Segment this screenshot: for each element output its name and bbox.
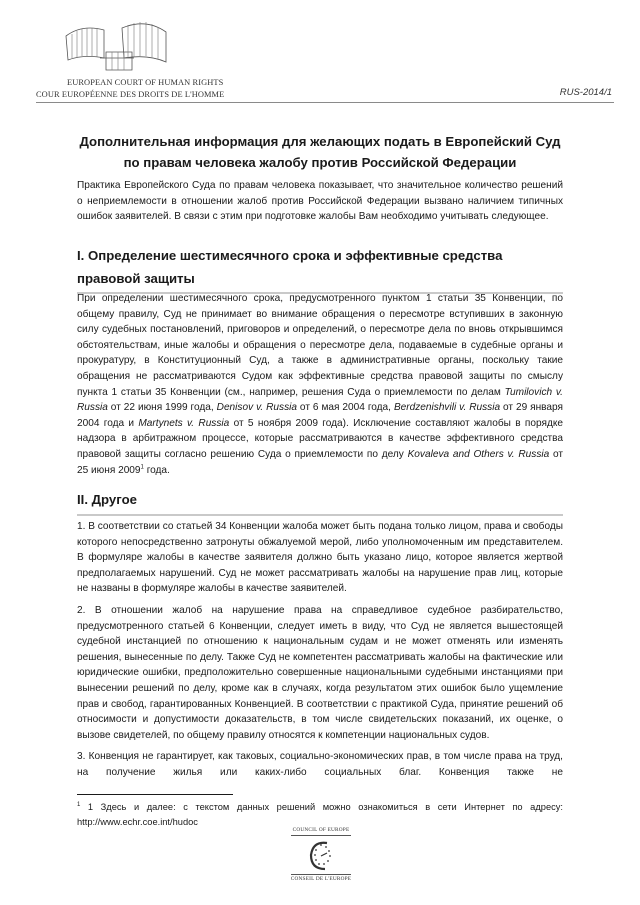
- text-run: года.: [143, 464, 170, 476]
- text-run: от 6 мая 2004 года,: [296, 402, 394, 414]
- case-name-denisov: Denisov v. Russia: [216, 402, 297, 414]
- section-2-body: [77, 519, 563, 787]
- case-name-tumilovich: Tumilovich v. Russia: [77, 386, 563, 414]
- footnote-reference[interactable]: 1: [140, 464, 144, 471]
- intro-paragraph: Практика Европейского Суда по правам человека показывает, что значительное количество решений о неприемлемости в отношении жалоб против Российской Федерации вызвано наличием типичных ошибок заявителей. В связи с этим при подготовке жалобы Вам необходимо учитывать следующее.: [77, 180, 563, 223]
- section-1-heading: I. Определение шестимесячного срока и эффективные средства правовой защиты: [77, 248, 503, 286]
- document-title: [77, 131, 563, 173]
- section-1-paragraph: [77, 291, 563, 478]
- footnote-text: 1 Здесь и далее: с текстом данных решений можно ознакомиться в сети Интернет по адресу: http://www.echr.coe.int/hudoc: [77, 802, 563, 827]
- title-line-1: Дополнительная информация для желающих подать в Европейский Суд: [79, 134, 561, 149]
- coe-name-english: COUNCIL OF EUROPE: [292, 827, 350, 833]
- text-run: от 25 июня 2009: [77, 448, 563, 476]
- header-divider: [36, 102, 614, 103]
- case-name-martynets: Martynets v. Russia: [138, 417, 230, 429]
- text-run: При определении шестимесячного срока, предусмотренного пунктом 1 статьи 35 Конвенции, по общему правилу, Суд не принимает во внимание обращения о пересмотре вступивших в законную силу судебных постановлений, приговоров и определений, о пересмотре дела по вновь открывшимся обстоятельствам, иные жалобы и обращения о пересмотре дела, подаваемые в судебные органы и прокуратуру, в Конституционный Суд, а также в административные органы, поскольку такие обращения не рассматриваются Судом как эффективные средства правовой защиты по смыслу пункта 1 статьи 35 Конвенции (см., например, решения Суда о приемлемости по делам: [77, 293, 563, 398]
- document-reference: RUS-2014/1: [559, 87, 612, 98]
- section-2-divider: [77, 514, 563, 516]
- section-2-heading: II. Другое: [77, 492, 137, 507]
- council-of-europe-logo: [283, 827, 359, 887]
- text-run: от 22 июня 1999 года,: [107, 402, 217, 414]
- footnote-marker: 1: [77, 801, 81, 808]
- case-name-kovaleva: Kovaleva and Others v. Russia: [407, 448, 550, 460]
- section-1-body: [77, 291, 563, 478]
- text-run: от 29 января 2004 года и: [77, 402, 564, 429]
- footnote-divider: [77, 794, 233, 795]
- court-name-english: EUROPEAN COURT OF HUMAN RIGHTS: [67, 78, 224, 87]
- title-line-2: по правам человека жалобу против Российской Федерации: [123, 155, 517, 170]
- court-name-french: COUR EUROPÉENNE DES DROITS DE L'HOMME: [36, 90, 225, 99]
- court-building-logo-icon: [62, 14, 172, 72]
- section-2-header: [77, 489, 563, 516]
- council-of-europe-stars-icon: [307, 839, 335, 873]
- section-1-header: [77, 245, 563, 294]
- section-2-item-2: 2. В отношении жалоб на нарушение права на справедливое судебное разбирательство, предусмотренного статьей 6 Конвенции, следует иметь в виду, что Суд не является вышестоящей судебной инстанцией по отношению к национальным судам и не может отменять или изменять решения, вынесенные по делу. Также Суд не компетентен рассматривать жалобы на фактические или юридические ошибки, предположительно совершенные национальными судебными инстанциями при вынесении решений по делу, кроме как в случаях, когда результатом этих ошибок было ущемление прав и свобод, гарантированных Конвенцией. В соответствии с практикой Суда, принятие решений об относимости и допустимости доказательств, в том числе свидетельских показаний, их оценке, о вызове свидетелей, по общему правилу относятся к компетенции национальных судов.: [77, 604, 563, 741]
- coe-name-french: CONSEIL DE L'EUROPE: [290, 876, 352, 882]
- footnote: [77, 800, 563, 830]
- case-name-berdzenishvili: Berdzenishvili v. Russia: [393, 402, 501, 414]
- section-2-item-3: 3. Конвенция не гарантирует, как таковых, социально-экономических прав, в том числе права на труд, на получение жилья или каких-либо социальных благ. Конвенция также не: [77, 751, 563, 778]
- coe-top-rule: [291, 835, 351, 836]
- coe-bottom-rule: [291, 874, 351, 875]
- section-2-item-1: 1. В соответствии со статьей 34 Конвенции жалоба может быть подана только лицом, права и свободы которого непосредственно затронуты обжалуемой мерой, либо уполномоченным им представителем. В формуляре жалобы в качестве заявителя должно быть указано лицо, которое является жертвой предполагаемых нарушений. Суд не может рассматривать жалобы на нарушение прав лиц, которые не названы в формуляре жалобы в качестве заявителей.: [77, 521, 563, 595]
- text-run: от 5 ноября 2009 года). Исключение составляют жалобы в порядке надзора в арбитражном процессе, которые рассматриваются в качестве эффективного средства правовой защиты согласно решению Суда о приемлемости по делу: [77, 417, 563, 460]
